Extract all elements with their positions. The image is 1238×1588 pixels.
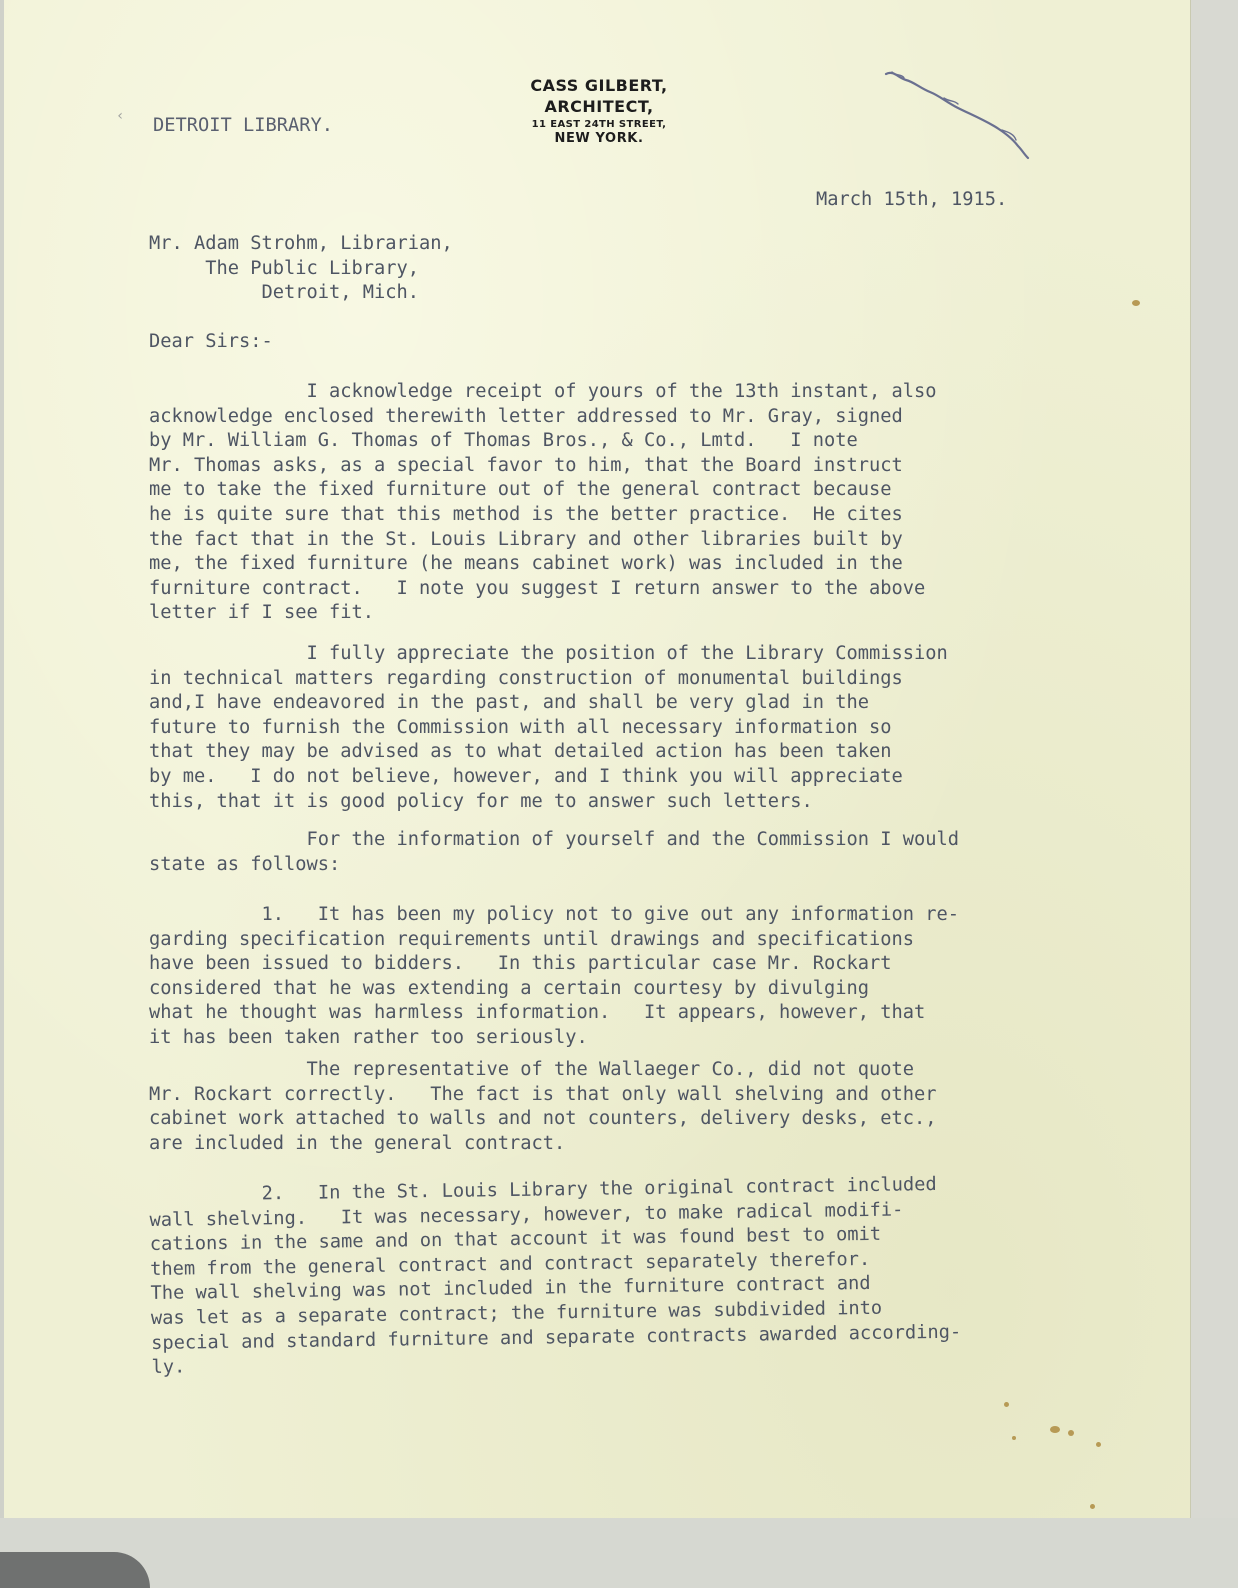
paragraph-commission bbox=[149, 642, 948, 814]
scan-background-bottom bbox=[0, 1518, 1238, 1588]
text-line: was let as a separate contract; the furniture was subdivided into bbox=[150, 1297, 883, 1329]
paper-stain bbox=[1132, 300, 1140, 306]
text-line: what he thought was harmless information. It appears, however, that bbox=[149, 1002, 926, 1024]
text-line: The wall shelving was not included in the furniture contract and bbox=[150, 1273, 871, 1305]
text-line: I fully appreciate the position of the Library Commission bbox=[149, 643, 948, 664]
text-line: The representative of the Wallaeger Co., did not quote bbox=[149, 1059, 915, 1080]
letter-date: March 15th, 1915. bbox=[816, 189, 1008, 210]
text-line: acknowledge enclosed therewith letter addressed to Mr. Gray, signed bbox=[149, 405, 903, 427]
text-line: by me. I do not believe, however, and I think you will appreciate bbox=[149, 765, 903, 787]
text-line: garding specification requirements until drawings and specifications bbox=[149, 928, 915, 950]
recipient-line: Mr. Adam Strohm, Librarian, bbox=[149, 233, 453, 254]
paper-stain bbox=[1012, 1436, 1016, 1440]
text-line: state as follows: bbox=[149, 853, 341, 875]
text-line: he is quite sure that this method is the better practice. He cites bbox=[149, 503, 903, 525]
text-line: me to take the fixed furniture out of the general contract because bbox=[149, 479, 892, 501]
text-line: me, the fixed furniture (he means cabinet work) was included in the bbox=[149, 553, 903, 575]
margin-tick-mark: ‹ bbox=[116, 108, 125, 124]
text-line: 2. In the St. Louis Library the original contract included bbox=[149, 1174, 937, 1206]
letterhead-city: NEW YORK. bbox=[554, 130, 644, 146]
recipient-address bbox=[149, 232, 453, 306]
pencil-annotation-icon bbox=[884, 68, 1034, 168]
text-line: For the information of yourself and the Commission I would bbox=[149, 829, 960, 850]
text-line: in technical matters regarding construction of monumental buildings bbox=[149, 667, 903, 689]
text-line: Mr. Rockart correctly. The fact is that only wall shelving and other bbox=[149, 1083, 937, 1105]
text-line: them from the general contract and contract separately therefor. bbox=[150, 1248, 871, 1280]
text-line: considered that he was extending a certain courtesy by divulging bbox=[149, 977, 870, 999]
text-line: by Mr. William G. Thomas of Thomas Bros., & Co., Lmtd. I note bbox=[149, 430, 858, 452]
text-line: and,I have endeavored in the past, and shall be very glad in the bbox=[149, 692, 870, 714]
paragraph-information bbox=[149, 828, 959, 877]
text-line: special and standard furniture and separate contracts awarded according- bbox=[151, 1321, 962, 1354]
text-line: this, that it is good policy for me to answer such letters. bbox=[149, 790, 813, 812]
text-line: wall shelving. It was necessary, however, to make radical modifi- bbox=[149, 1199, 904, 1231]
paragraph-acknowledgement bbox=[149, 380, 937, 626]
text-line: cations in the same and on that account it was found best to omit bbox=[149, 1223, 882, 1256]
text-line: that they may be advised as to what detailed action has been taken bbox=[149, 741, 892, 763]
recipient-line: The Public Library, bbox=[149, 257, 420, 279]
letterhead bbox=[484, 76, 714, 147]
paper-stain bbox=[1050, 1426, 1060, 1433]
paper-stain bbox=[1004, 1402, 1009, 1407]
letterhead-name: CASS GILBERT, bbox=[530, 76, 668, 95]
paragraph-representative bbox=[149, 1058, 937, 1156]
text-line: have been issued to bidders. In this particular case Mr. Rockart bbox=[149, 953, 892, 975]
paragraph-point-2 bbox=[149, 1173, 962, 1381]
text-line: I acknowledge receipt of yours of the 13th instant, also bbox=[149, 381, 937, 402]
text-line: it has been taken rather too seriously. bbox=[149, 1026, 588, 1048]
paper-stain bbox=[1068, 1430, 1074, 1436]
text-line: letter if I see fit. bbox=[149, 602, 375, 624]
text-line: furniture contract. I note you suggest I return answer to the above bbox=[149, 577, 926, 599]
salutation: Dear Sirs:- bbox=[149, 331, 273, 352]
file-label: DETROIT LIBRARY. bbox=[153, 115, 334, 136]
scan-background-right bbox=[1190, 0, 1238, 1588]
letterhead-street: 11 EAST 24TH STREET, bbox=[531, 118, 667, 130]
recipient-line: Detroit, Mich. bbox=[149, 282, 420, 304]
text-line: are included in the general contract. bbox=[149, 1132, 566, 1154]
paper-stain bbox=[1096, 1442, 1101, 1447]
text-line: the fact that in the St. Louis Library and other libraries built by bbox=[149, 528, 903, 550]
scan-background-corner bbox=[0, 1552, 150, 1588]
text-line: future to furnish the Commission with all necessary information so bbox=[149, 716, 892, 738]
letterhead-title: ARCHITECT, bbox=[544, 96, 654, 116]
text-line: 1. It has been my policy not to give out any information re- bbox=[149, 904, 960, 925]
text-line: ly. bbox=[151, 1356, 186, 1379]
paper-stain bbox=[1090, 1504, 1095, 1509]
paragraph-point-1 bbox=[149, 903, 959, 1051]
text-line: cabinet work attached to walls and not counters, delivery desks, etc., bbox=[149, 1108, 937, 1130]
letter-page bbox=[4, 0, 1190, 1518]
text-line: Mr. Thomas asks, as a special favor to him, that the Board instruct bbox=[149, 454, 903, 476]
